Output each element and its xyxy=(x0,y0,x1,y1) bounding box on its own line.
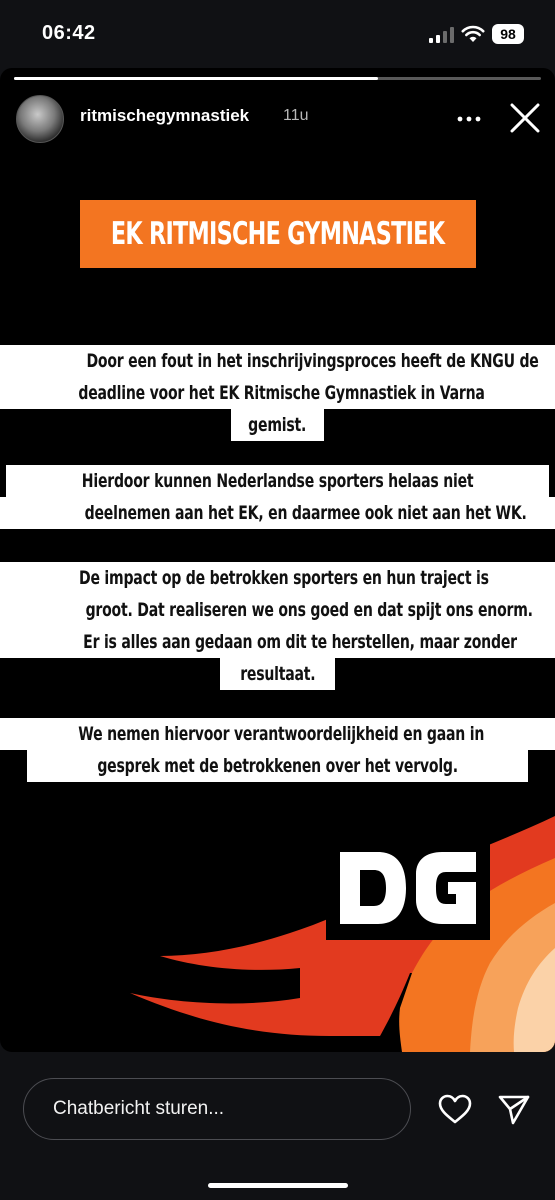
home-indicator xyxy=(208,1183,348,1188)
avatar[interactable] xyxy=(16,95,64,143)
text-line: Door een fout in het inschrijvingsproces heeft de KNGU de xyxy=(0,345,555,377)
text-line: deelnemen aan het EK, en daarmee ook niet aan het WK. xyxy=(0,497,555,529)
story-progress-bar xyxy=(14,77,541,80)
close-icon[interactable] xyxy=(508,101,542,135)
text-line: groot. Dat realiseren we ons goed en dat spijt ons enorm. xyxy=(0,594,555,626)
heart-icon[interactable] xyxy=(437,1093,473,1125)
username[interactable]: ritmischegymnastiek xyxy=(80,106,250,125)
story-progress-fill xyxy=(14,77,378,80)
text-line: Hierdoor kunnen Nederlandse sporters helaas niet xyxy=(6,465,549,497)
text-line: deadline voor het EK Ritmische Gymnastiek in Varna xyxy=(0,377,555,409)
chat-message-input[interactable] xyxy=(23,1078,411,1140)
text-line: We nemen hiervoor verantwoordelijkheid en gaan in xyxy=(0,718,555,750)
dg-logo xyxy=(326,838,490,940)
post-time: 11u xyxy=(283,107,309,124)
send-icon[interactable] xyxy=(497,1092,531,1126)
story-paragraph-4 xyxy=(0,718,555,782)
story-paragraph-3 xyxy=(0,562,555,690)
more-horizontal-icon[interactable] xyxy=(456,104,482,134)
story-headline xyxy=(80,200,476,268)
text-line: De impact op de betrokken sporters en hun traject is xyxy=(0,562,555,594)
story-header xyxy=(0,90,555,150)
cellular-signal-icon xyxy=(429,27,455,43)
text-line: gemist. xyxy=(231,409,323,441)
story-paragraph-1 xyxy=(0,345,555,441)
text-line: gesprek met de betrokkenen over het vervolg. xyxy=(27,750,528,782)
text-line: resultaat. xyxy=(220,658,336,690)
text-line: Er is alles aan gedaan om dit te herstellen, maar zonder xyxy=(0,626,555,658)
status-bar xyxy=(0,0,555,68)
story-viewer[interactable] xyxy=(0,68,555,1052)
status-time: 06:42 xyxy=(42,22,96,44)
headline-text: EK RITMISCHE GYMNASTIEK xyxy=(111,216,445,252)
wifi-icon xyxy=(461,24,485,44)
story-paragraph-2 xyxy=(0,465,555,529)
battery-indicator: 98 xyxy=(492,24,524,44)
